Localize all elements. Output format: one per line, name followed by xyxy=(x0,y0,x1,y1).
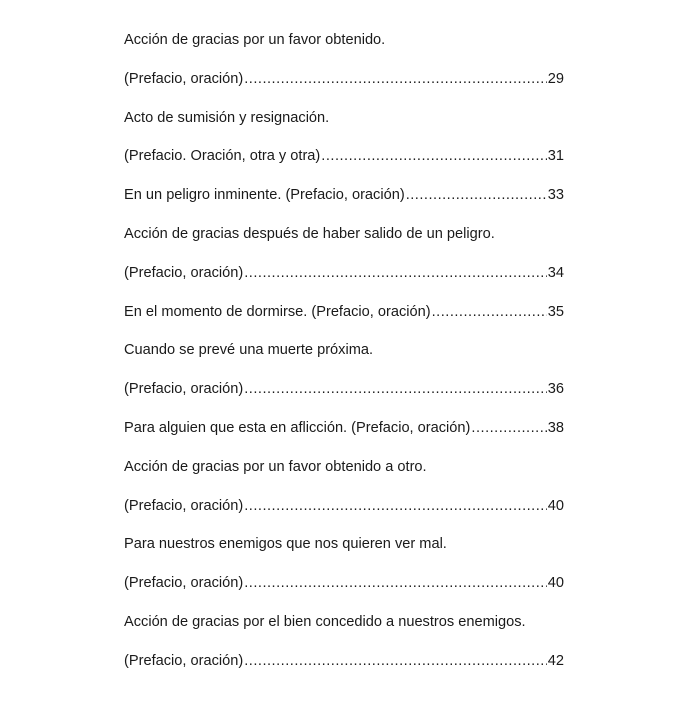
toc-entry-text: (Prefacio, oración) xyxy=(124,575,244,592)
toc-page-number: 34 xyxy=(547,264,564,281)
toc-section-title: Cuando se prevé una muerte próxima. xyxy=(124,342,374,359)
toc-page-number: 40 xyxy=(547,575,564,592)
table-of-contents xyxy=(124,30,564,690)
toc-entry xyxy=(124,651,564,690)
toc-section-title: Para nuestros enemigos que nos quieren ver mal. xyxy=(124,536,447,553)
toc-entry-text: (Prefacio, oración) xyxy=(124,70,244,87)
dot-leader xyxy=(321,146,546,166)
dot-leader xyxy=(244,69,547,89)
dot-leader xyxy=(471,418,546,438)
toc-entry xyxy=(124,379,564,418)
toc-entry xyxy=(124,302,564,341)
toc-entry xyxy=(124,185,564,224)
toc-section-title: Acción de gracias después de haber salido de un peligro. xyxy=(124,225,495,242)
dot-leader xyxy=(406,185,547,205)
dot-leader xyxy=(244,573,547,593)
toc-entry-text: En un peligro inminente. (Prefacio, oración) xyxy=(124,187,405,204)
dot-leader xyxy=(432,302,547,322)
toc-entry xyxy=(124,496,564,535)
toc-section-title: Acción de gracias por un favor obtenido. xyxy=(124,32,386,48)
dot-leader xyxy=(244,263,547,283)
toc-section-title: Acción de gracias por el bien concedido a nuestros enemigos. xyxy=(124,613,526,630)
toc-entry-text: (Prefacio, oración) xyxy=(124,497,244,514)
toc-entry xyxy=(124,69,564,108)
toc-entry xyxy=(124,418,564,457)
dot-leader xyxy=(244,379,547,399)
dot-leader xyxy=(244,496,547,516)
dot-leader xyxy=(244,651,547,671)
toc-page-number: 33 xyxy=(547,187,564,204)
toc-section-title: Acto de sumisión y resignación. xyxy=(124,109,330,126)
toc-entry-text: En el momento de dormirse. (Prefacio, oración) xyxy=(124,303,431,320)
toc-section-title: Acción de gracias por un favor obtenido a otro. xyxy=(124,458,427,475)
toc-entry-text: (Prefacio. Oración, otra y otra) xyxy=(124,148,321,165)
toc-page-number: 31 xyxy=(547,148,564,165)
toc-entry-text: (Prefacio, oración) xyxy=(124,381,244,398)
toc-entry xyxy=(124,263,564,302)
toc-entry-text: (Prefacio, oración) xyxy=(124,264,244,281)
toc-page-number: 35 xyxy=(547,303,564,320)
toc-page-number: 40 xyxy=(547,497,564,514)
toc-entry-text: Para alguien que esta en aflicción. (Prefacio, oración) xyxy=(124,419,471,436)
toc-page-number: 38 xyxy=(547,419,564,436)
toc-entry xyxy=(124,573,564,612)
toc-page-number: 36 xyxy=(547,381,564,398)
toc-page-number: 29 xyxy=(547,70,564,87)
toc-entry xyxy=(124,146,564,185)
toc-page-number: 42 xyxy=(547,652,564,669)
toc-entry-text: (Prefacio, oración) xyxy=(124,652,244,669)
